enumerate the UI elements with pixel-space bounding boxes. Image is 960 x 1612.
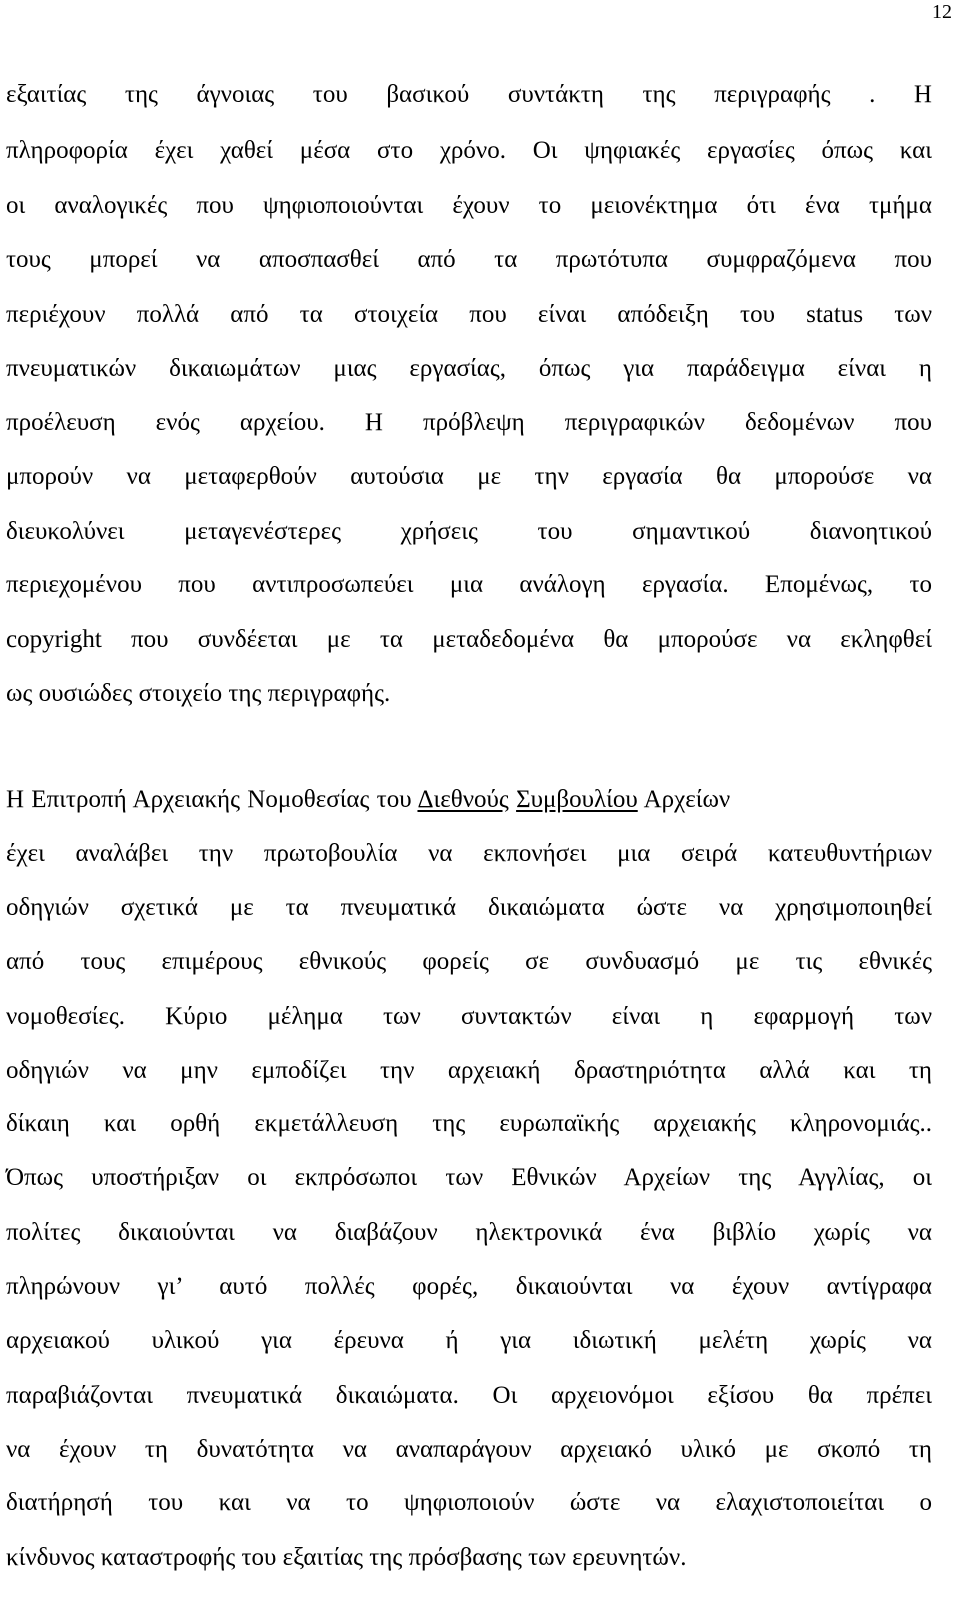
text-line: δίκαιη και ορθή εκμετάλλευση της ευρωπαϊκής αρχειακής κληρονομιάς..: [6, 1110, 932, 1137]
text-line: [6, 785, 932, 815]
text-line: ως ουσιώδες στοιχείο της περιγραφής.: [6, 680, 391, 707]
text-line: παραβιάζονται πνευματικά δικαιώματα. Οι αρχειονόμοι εξίσου θα πρέπει: [6, 1382, 932, 1409]
text-run: [509, 786, 516, 813]
text-line: νομοθεσίες. Κύριο μέλημα των συντακτών είναι η εφαρμογή των: [6, 1003, 932, 1030]
text-run: Η Επιτροπή Αρχειακής Νομοθεσίας του: [6, 786, 418, 813]
text-line: οδηγιών σχετικά με τα πνευματικά δικαιώματα ώστε να χρησιμοποιηθεί: [6, 894, 932, 921]
text-line: κίνδυνος καταστροφής του εξαιτίας της πρόσβασης των ερευνητών.: [6, 1544, 687, 1571]
underlined-text: Διεθνούς: [417, 786, 509, 813]
text-line: διευκολύνει μεταγενέστερες χρήσεις του σημαντικού διανοητικού: [6, 518, 932, 545]
text-line: Όπως υποστήριξαν οι εκπρόσωποι των Εθνικών Αρχείων της Αγγλίας, οι: [6, 1164, 932, 1191]
text-line: περιεχομένου που αντιπροσωπεύει μια ανάλογη εργασία. Επομένως, το: [6, 571, 932, 598]
text-line: οδηγιών να μην εμποδίζει την αρχειακή δραστηριότητα αλλά και τη: [6, 1057, 932, 1084]
page-number: 12: [932, 1, 952, 23]
underlined-text: Συμβουλίου: [516, 786, 638, 813]
text-line: έχει αναλάβει την πρωτοβουλία να εκπονήσει μια σειρά κατευθυντήριων: [6, 840, 932, 867]
text-line: πνευματικών δικαιωμάτων μιας εργασίας, όπως για παράδειγμα είναι η: [6, 355, 932, 382]
text-run: Αρχείων: [637, 786, 731, 813]
text-line: μπορούν να μεταφερθούν αυτούσια με την εργασία θα μπορούσε να: [6, 463, 932, 490]
text-line: πληρώνουν γι’ αυτό πολλές φορές, δικαιούνται να έχουν αντίγραφα: [6, 1273, 932, 1300]
text-line: copyright που συνδέεται με τα μεταδεδομένα θα μπορούσε να εκληφθεί: [6, 626, 932, 653]
text-line: να έχουν τη δυνατότητα να αναπαράγουν αρχειακό υλικό με σκοπό τη: [6, 1436, 932, 1463]
text-line: πολίτες δικαιούνται να διαβάζουν ηλεκτρονικά ένα βιβλίο χωρίς να: [6, 1219, 932, 1246]
text-line: περιέχουν πολλά από τα στοιχεία που είναι απόδειξη του status των: [6, 301, 932, 328]
text-line: αρχειακού υλικού για έρευνα ή για ιδιωτική μελέτη χωρίς να: [6, 1327, 932, 1354]
text-line: διατήρησή του και να το ψηφιοποιούν ώστε να ελαχιστοποιείται ο: [6, 1489, 932, 1516]
text-line: από τους επιμέρους εθνικούς φορείς σε συνδυασμό με τις εθνικές: [6, 948, 932, 975]
text-line: οι αναλογικές που ψηφιοποιούνται έχουν το μειονέκτημα ότι ένα τμήμα: [6, 192, 932, 219]
text-line: πληροφορία έχει χαθεί μέσα στο χρόνο. Οι ψηφιακές εργασίες όπως και: [6, 137, 932, 164]
text-line: τους μπορεί να αποσπασθεί από τα πρωτότυπα συμφραζόμενα που: [6, 246, 932, 273]
text-line: προέλευση ενός αρχείου. Η πρόβλεψη περιγραφικών δεδομένων που: [6, 409, 932, 436]
text-line: εξαιτίας της άγνοιας του βασικού συντάκτη της περιγραφής . Η: [6, 81, 932, 108]
